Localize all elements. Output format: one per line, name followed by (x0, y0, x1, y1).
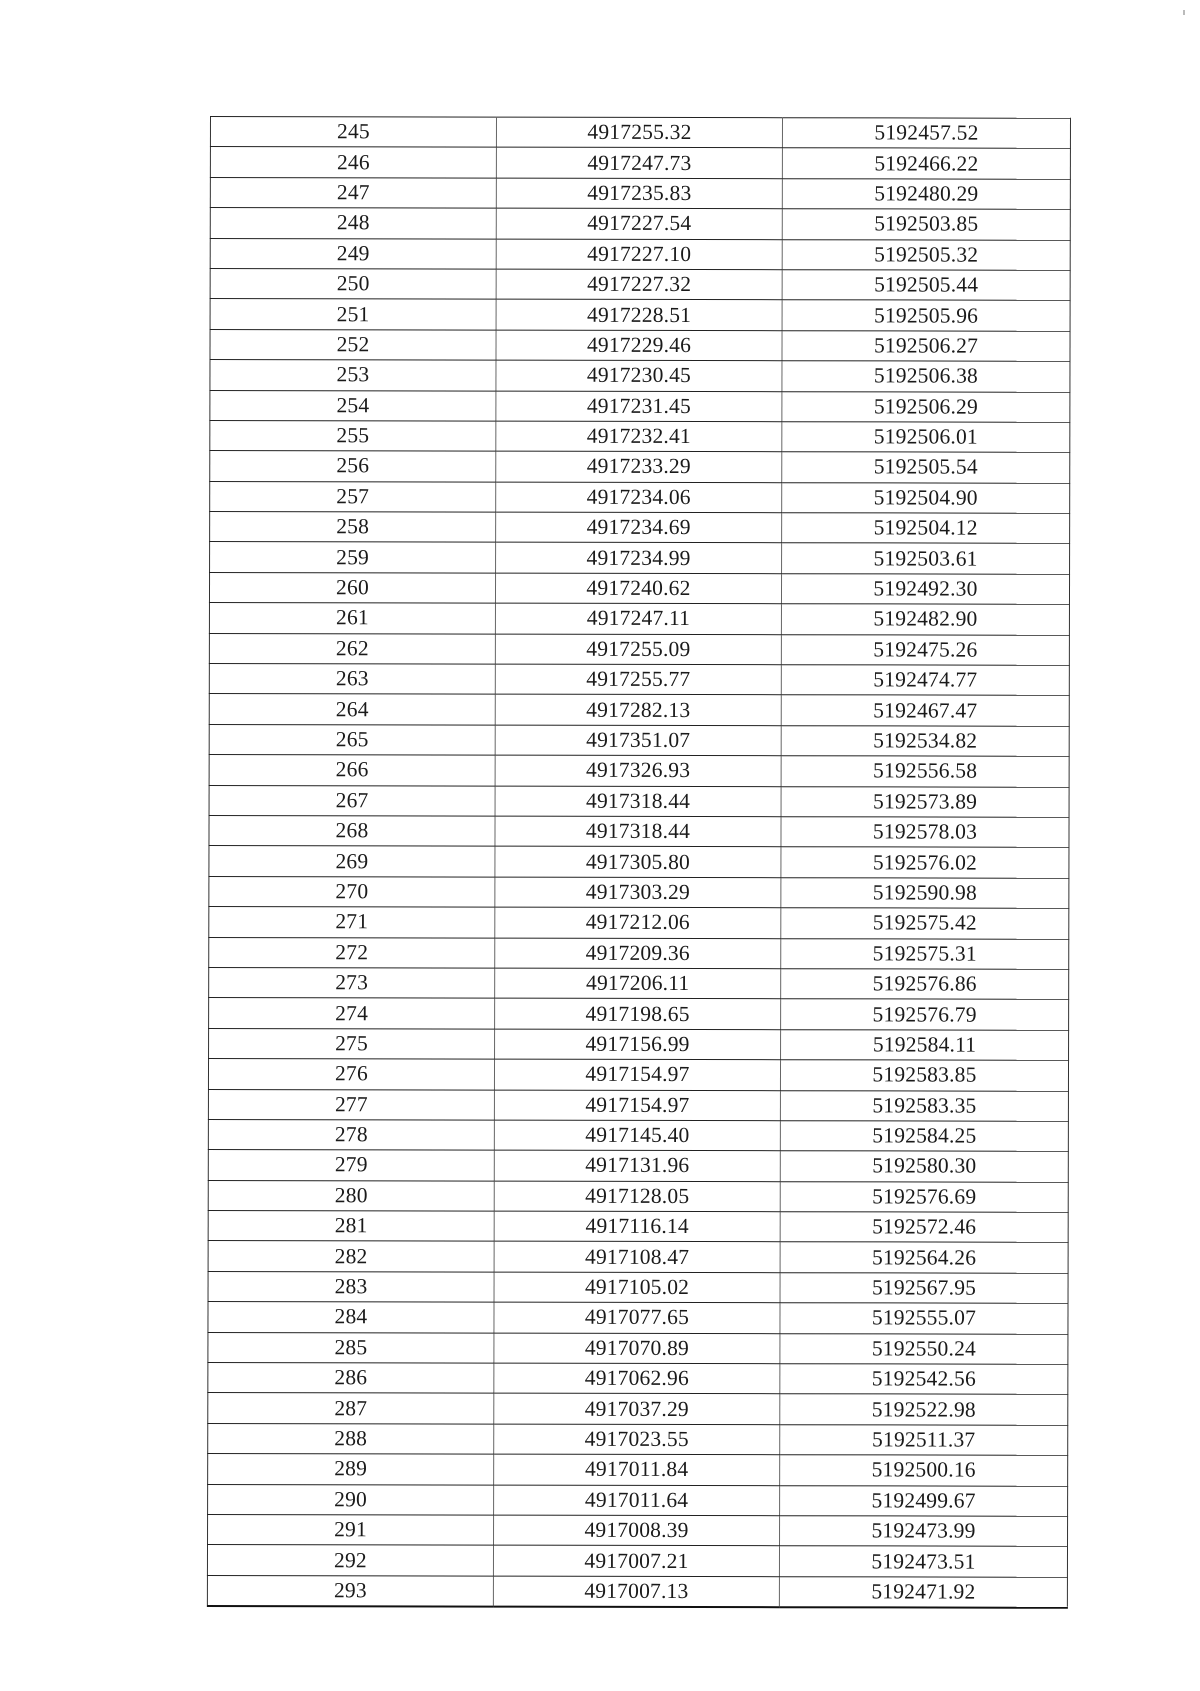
table-row (209, 755, 1069, 787)
x-coordinate-cell: 4917206.11 (495, 968, 781, 999)
y-coordinate-cell: 5192505.32 (782, 239, 1070, 270)
y-coordinate-cell: 5192482.90 (781, 604, 1069, 635)
table-row (208, 1059, 1068, 1091)
y-coordinate-cell: 5192480.29 (782, 178, 1070, 209)
x-coordinate-cell: 4917231.45 (496, 391, 782, 422)
point-number-cell: 254 (210, 390, 496, 421)
table-row (207, 1575, 1067, 1608)
point-number-cell: 287 (208, 1393, 494, 1424)
x-coordinate-cell: 4917062.96 (494, 1363, 780, 1394)
point-number-cell: 252 (210, 329, 496, 360)
y-coordinate-cell: 5192542.56 (780, 1364, 1068, 1395)
x-coordinate-cell: 4917154.97 (494, 1090, 780, 1121)
y-coordinate-cell: 5192584.11 (781, 1029, 1069, 1060)
point-number-cell: 245 (210, 117, 496, 148)
point-number-cell: 257 (210, 481, 496, 512)
y-coordinate-cell: 5192576.79 (781, 999, 1069, 1030)
y-coordinate-cell: 5192473.51 (779, 1546, 1067, 1577)
y-coordinate-cell: 5192572.46 (780, 1212, 1068, 1243)
y-coordinate-cell: 5192555.07 (780, 1303, 1068, 1334)
x-coordinate-cell: 4917128.05 (494, 1181, 780, 1212)
x-coordinate-cell: 4917228.51 (496, 299, 782, 330)
x-coordinate-cell: 4917070.89 (494, 1333, 780, 1364)
point-number-cell: 290 (208, 1484, 494, 1515)
x-coordinate-cell: 4917233.29 (496, 451, 782, 482)
table-row (208, 1393, 1068, 1425)
point-number-cell: 267 (209, 785, 495, 816)
x-coordinate-cell: 4917227.10 (496, 239, 782, 270)
x-coordinate-cell: 4917230.45 (496, 360, 782, 391)
coordinate-table-body (207, 117, 1070, 1608)
point-number-cell: 246 (210, 147, 496, 178)
point-number-cell: 283 (208, 1271, 494, 1302)
y-coordinate-cell: 5192457.52 (782, 118, 1070, 149)
point-number-cell: 247 (210, 177, 496, 208)
point-number-cell: 265 (209, 724, 495, 755)
x-coordinate-cell: 4917037.29 (494, 1394, 780, 1425)
point-number-cell: 253 (210, 360, 496, 391)
point-number-cell: 269 (209, 846, 495, 877)
point-number-cell: 259 (210, 542, 496, 573)
x-coordinate-cell: 4917008.39 (494, 1515, 780, 1546)
coordinate-table (207, 116, 1071, 1609)
table-row (210, 329, 1070, 361)
table-row (209, 967, 1069, 999)
table-row (210, 451, 1070, 483)
point-number-cell: 276 (208, 1059, 494, 1090)
table-row (209, 937, 1069, 969)
table-row (208, 1332, 1068, 1364)
table-row (209, 907, 1069, 939)
point-number-cell: 250 (210, 268, 496, 299)
table-row (210, 420, 1070, 452)
y-coordinate-cell: 5192504.90 (782, 482, 1070, 513)
y-coordinate-cell: 5192590.98 (781, 877, 1069, 908)
table-row (208, 1150, 1068, 1182)
y-coordinate-cell: 5192575.42 (781, 908, 1069, 939)
x-coordinate-cell: 4917023.55 (494, 1424, 780, 1455)
y-coordinate-cell: 5192506.29 (782, 391, 1070, 422)
x-coordinate-cell: 4917209.36 (495, 938, 781, 969)
y-coordinate-cell: 5192503.61 (782, 543, 1070, 574)
point-number-cell: 279 (208, 1150, 494, 1181)
y-coordinate-cell: 5192505.54 (782, 452, 1070, 483)
y-coordinate-cell: 5192506.27 (782, 330, 1070, 361)
table-row (210, 512, 1070, 544)
table-row (209, 998, 1069, 1030)
y-coordinate-cell: 5192550.24 (780, 1333, 1068, 1364)
table-row (210, 177, 1070, 209)
y-coordinate-cell: 5192471.92 (779, 1576, 1067, 1607)
x-coordinate-cell: 4917007.13 (493, 1576, 779, 1607)
y-coordinate-cell: 5192584.25 (780, 1121, 1068, 1152)
x-coordinate-cell: 4917105.02 (494, 1272, 780, 1303)
y-coordinate-cell: 5192576.69 (780, 1181, 1068, 1212)
point-number-cell: 284 (208, 1302, 494, 1333)
x-coordinate-cell: 4917011.64 (494, 1485, 780, 1516)
point-number-cell: 262 (209, 633, 495, 664)
table-row (210, 117, 1070, 149)
point-number-cell: 272 (209, 937, 495, 968)
table-row (209, 785, 1069, 817)
x-coordinate-cell: 4917255.09 (495, 634, 781, 665)
x-coordinate-cell: 4917234.99 (496, 543, 782, 574)
point-number-cell: 277 (208, 1089, 494, 1120)
table-row (209, 876, 1069, 908)
table-row (210, 390, 1070, 422)
point-number-cell: 268 (209, 815, 495, 846)
table-row (208, 1241, 1068, 1273)
table-row (209, 724, 1069, 756)
y-coordinate-cell: 5192492.30 (781, 574, 1069, 605)
x-coordinate-cell: 4917247.73 (496, 147, 782, 178)
x-coordinate-cell: 4917116.14 (494, 1211, 780, 1242)
point-number-cell: 255 (210, 420, 496, 451)
y-coordinate-cell: 5192580.30 (780, 1151, 1068, 1182)
x-coordinate-cell: 4917007.21 (493, 1545, 779, 1576)
table-row (208, 1180, 1068, 1212)
point-number-cell: 292 (207, 1545, 493, 1576)
point-number-cell: 280 (208, 1180, 494, 1211)
x-coordinate-cell: 4917232.41 (496, 421, 782, 452)
x-coordinate-cell: 4917227.54 (496, 208, 782, 239)
point-number-cell: 263 (209, 664, 495, 695)
y-coordinate-cell: 5192504.12 (782, 513, 1070, 544)
table-row (208, 1211, 1068, 1243)
y-coordinate-cell: 5192499.67 (780, 1485, 1068, 1516)
point-number-cell: 248 (210, 208, 496, 239)
point-number-cell: 260 (209, 572, 495, 603)
table-row (210, 360, 1070, 392)
table-row (209, 572, 1069, 604)
y-coordinate-cell: 5192564.26 (780, 1242, 1068, 1273)
table-row (208, 1454, 1068, 1486)
point-number-cell: 274 (209, 998, 495, 1029)
y-coordinate-cell: 5192505.44 (782, 270, 1070, 301)
point-number-cell: 281 (208, 1211, 494, 1242)
y-coordinate-cell: 5192503.85 (782, 209, 1070, 240)
x-coordinate-cell: 4917227.32 (496, 269, 782, 300)
point-number-cell: 288 (208, 1423, 494, 1454)
table-row (207, 1545, 1067, 1577)
point-number-cell: 258 (210, 512, 496, 543)
point-number-cell: 278 (208, 1119, 494, 1150)
y-coordinate-cell: 5192500.16 (780, 1455, 1068, 1486)
x-coordinate-cell: 4917212.06 (495, 907, 781, 938)
point-number-cell: 291 (208, 1514, 494, 1545)
x-coordinate-cell: 4917318.44 (495, 816, 781, 847)
point-number-cell: 261 (209, 603, 495, 634)
x-coordinate-cell: 4917131.96 (494, 1150, 780, 1181)
table-row (209, 603, 1069, 635)
point-number-cell: 270 (209, 876, 495, 907)
x-coordinate-cell: 4917318.44 (495, 786, 781, 817)
y-coordinate-cell: 5192575.31 (781, 938, 1069, 969)
x-coordinate-cell: 4917240.62 (495, 573, 781, 604)
scan-speck (1183, 10, 1185, 15)
point-number-cell: 285 (208, 1332, 494, 1363)
table-row (208, 1302, 1068, 1334)
table-row (208, 1484, 1068, 1516)
table-row (209, 1028, 1069, 1060)
x-coordinate-cell: 4917154.97 (494, 1059, 780, 1090)
x-coordinate-cell: 4917229.46 (496, 330, 782, 361)
x-coordinate-cell: 4917145.40 (494, 1120, 780, 1151)
x-coordinate-cell: 4917303.29 (495, 877, 781, 908)
y-coordinate-cell: 5192473.99 (780, 1516, 1068, 1547)
table-row (209, 815, 1069, 847)
point-number-cell: 264 (209, 694, 495, 725)
y-coordinate-cell: 5192583.85 (780, 1060, 1068, 1091)
y-coordinate-cell: 5192511.37 (780, 1424, 1068, 1455)
table-row (208, 1271, 1068, 1303)
x-coordinate-cell: 4917247.11 (495, 603, 781, 634)
y-coordinate-cell: 5192567.95 (780, 1273, 1068, 1304)
point-number-cell: 256 (210, 451, 496, 482)
y-coordinate-cell: 5192506.01 (782, 422, 1070, 453)
y-coordinate-cell: 5192474.77 (781, 665, 1069, 696)
table-row (209, 633, 1069, 665)
table-row (209, 664, 1069, 696)
point-number-cell: 271 (209, 907, 495, 938)
point-number-cell: 286 (208, 1363, 494, 1394)
point-number-cell: 273 (209, 967, 495, 998)
x-coordinate-cell: 4917235.83 (496, 178, 782, 209)
y-coordinate-cell: 5192578.03 (781, 817, 1069, 848)
x-coordinate-cell: 4917255.77 (495, 664, 781, 695)
table-row (208, 1423, 1068, 1455)
table-row (208, 1363, 1068, 1395)
point-number-cell: 282 (208, 1241, 494, 1272)
x-coordinate-cell: 4917255.32 (496, 117, 782, 148)
x-coordinate-cell: 4917282.13 (495, 695, 781, 726)
y-coordinate-cell: 5192573.89 (781, 786, 1069, 817)
x-coordinate-cell: 4917305.80 (495, 846, 781, 877)
y-coordinate-cell: 5192505.96 (782, 300, 1070, 331)
x-coordinate-cell: 4917326.93 (495, 755, 781, 786)
table-row (210, 542, 1070, 574)
x-coordinate-cell: 4917156.99 (495, 1029, 781, 1060)
y-coordinate-cell: 5192466.22 (782, 148, 1070, 179)
x-coordinate-cell: 4917077.65 (494, 1302, 780, 1333)
y-coordinate-cell: 5192506.38 (782, 361, 1070, 392)
table-row (210, 208, 1070, 240)
point-number-cell: 251 (210, 299, 496, 330)
y-coordinate-cell: 5192556.58 (781, 756, 1069, 787)
table-row (208, 1089, 1068, 1121)
y-coordinate-cell: 5192534.82 (781, 726, 1069, 757)
point-number-cell: 266 (209, 755, 495, 786)
point-number-cell: 275 (209, 1028, 495, 1059)
table-row (210, 238, 1070, 270)
x-coordinate-cell: 4917234.06 (496, 482, 782, 513)
y-coordinate-cell: 5192475.26 (781, 634, 1069, 665)
point-number-cell: 249 (210, 238, 496, 269)
table-row (209, 694, 1069, 726)
point-number-cell: 293 (207, 1575, 493, 1606)
point-number-cell: 289 (208, 1454, 494, 1485)
x-coordinate-cell: 4917234.69 (496, 512, 782, 543)
table-row (210, 481, 1070, 513)
table-row (208, 1514, 1068, 1546)
table-row (209, 846, 1069, 878)
x-coordinate-cell: 4917108.47 (494, 1242, 780, 1273)
y-coordinate-cell: 5192467.47 (781, 695, 1069, 726)
y-coordinate-cell: 5192522.98 (780, 1394, 1068, 1425)
table-row (208, 1119, 1068, 1151)
y-coordinate-cell: 5192576.86 (781, 969, 1069, 1000)
x-coordinate-cell: 4917198.65 (495, 998, 781, 1029)
table-row (210, 299, 1070, 331)
y-coordinate-cell: 5192576.02 (781, 847, 1069, 878)
table-row (210, 147, 1070, 179)
table-row (210, 268, 1070, 300)
x-coordinate-cell: 4917011.84 (494, 1454, 780, 1485)
x-coordinate-cell: 4917351.07 (495, 725, 781, 756)
y-coordinate-cell: 5192583.35 (780, 1090, 1068, 1121)
